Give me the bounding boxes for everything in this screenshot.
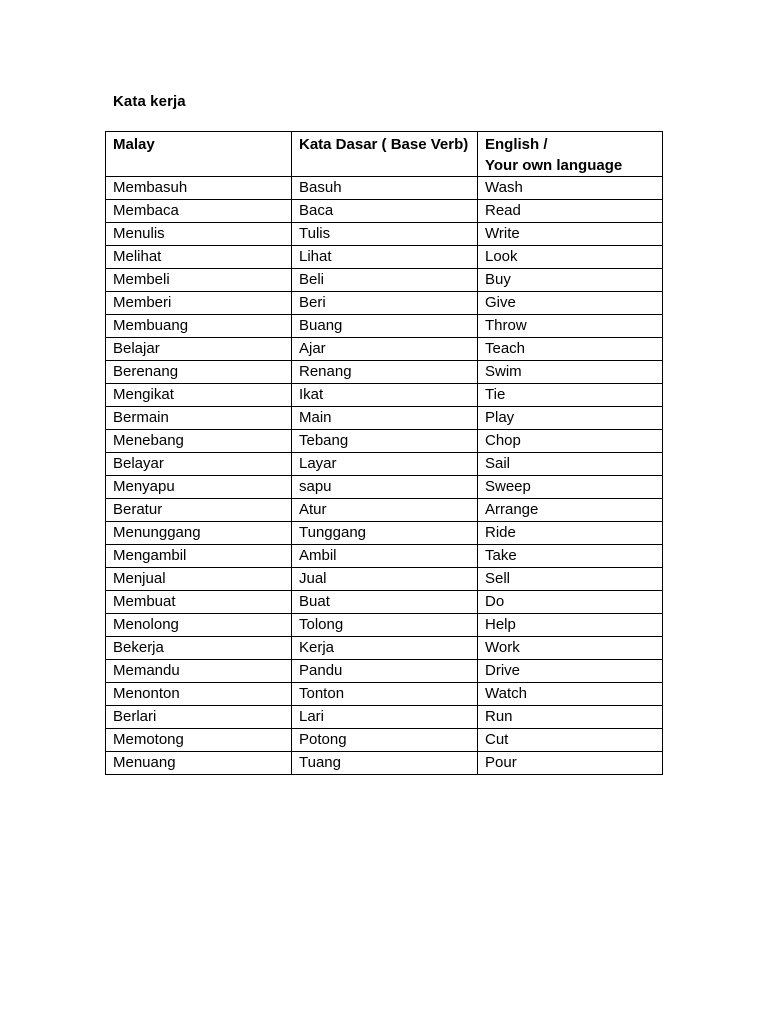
table-row bbox=[106, 568, 663, 591]
cell-english: Take bbox=[478, 545, 663, 568]
cell-malay: Menonton bbox=[106, 683, 292, 706]
cell-base-verb: Basuh bbox=[292, 177, 478, 200]
cell-base-verb: Potong bbox=[292, 729, 478, 752]
cell-english: Play bbox=[478, 407, 663, 430]
cell-malay: Membuang bbox=[106, 315, 292, 338]
cell-english: Arrange bbox=[478, 499, 663, 522]
cell-english: Do bbox=[478, 591, 663, 614]
cell-base-verb: Lari bbox=[292, 706, 478, 729]
header-malay: Malay bbox=[106, 132, 292, 177]
cell-english: Tie bbox=[478, 384, 663, 407]
table-row bbox=[106, 246, 663, 269]
table-row bbox=[106, 729, 663, 752]
cell-malay: Melihat bbox=[106, 246, 292, 269]
table-row bbox=[106, 706, 663, 729]
header-english-line1: English / bbox=[485, 136, 548, 153]
table-row bbox=[106, 522, 663, 545]
header-base-verb: Kata Dasar ( Base Verb) bbox=[292, 132, 478, 177]
cell-malay: Belayar bbox=[106, 453, 292, 476]
cell-malay: Belajar bbox=[106, 338, 292, 361]
table-row bbox=[106, 453, 663, 476]
cell-base-verb: Tolong bbox=[292, 614, 478, 637]
table-row bbox=[106, 315, 663, 338]
table-row bbox=[106, 614, 663, 637]
cell-english: Swim bbox=[478, 361, 663, 384]
cell-english: Buy bbox=[478, 269, 663, 292]
cell-base-verb: Tunggang bbox=[292, 522, 478, 545]
cell-base-verb: Atur bbox=[292, 499, 478, 522]
header-english-line2: Your own language bbox=[485, 157, 623, 174]
cell-malay: Menebang bbox=[106, 430, 292, 453]
cell-base-verb: Lihat bbox=[292, 246, 478, 269]
table-row bbox=[106, 545, 663, 568]
cell-malay: Menyapu bbox=[106, 476, 292, 499]
table-row bbox=[106, 269, 663, 292]
table-row bbox=[106, 660, 663, 683]
cell-english: Wash bbox=[478, 177, 663, 200]
cell-malay: Bekerja bbox=[106, 637, 292, 660]
cell-base-verb: Ikat bbox=[292, 384, 478, 407]
table-row bbox=[106, 591, 663, 614]
cell-malay: Memandu bbox=[106, 660, 292, 683]
table-row bbox=[106, 200, 663, 223]
cell-english: Watch bbox=[478, 683, 663, 706]
cell-english: Cut bbox=[478, 729, 663, 752]
cell-malay: Menunggang bbox=[106, 522, 292, 545]
cell-base-verb: Kerja bbox=[292, 637, 478, 660]
table-row bbox=[106, 292, 663, 315]
table-row bbox=[106, 223, 663, 246]
cell-base-verb: Ajar bbox=[292, 338, 478, 361]
cell-malay: Membasuh bbox=[106, 177, 292, 200]
cell-malay: Memberi bbox=[106, 292, 292, 315]
page-title: Kata kerja bbox=[113, 93, 186, 110]
cell-malay: Membeli bbox=[106, 269, 292, 292]
cell-malay: Bermain bbox=[106, 407, 292, 430]
cell-base-verb: Tuang bbox=[292, 752, 478, 775]
cell-english: Help bbox=[478, 614, 663, 637]
cell-english: Teach bbox=[478, 338, 663, 361]
table-row bbox=[106, 338, 663, 361]
cell-english: Throw bbox=[478, 315, 663, 338]
cell-malay: Beratur bbox=[106, 499, 292, 522]
cell-english: Work bbox=[478, 637, 663, 660]
cell-base-verb: Ambil bbox=[292, 545, 478, 568]
table-row bbox=[106, 361, 663, 384]
cell-malay: Menuang bbox=[106, 752, 292, 775]
cell-base-verb: Beri bbox=[292, 292, 478, 315]
cell-malay: Menulis bbox=[106, 223, 292, 246]
cell-malay: Mengikat bbox=[106, 384, 292, 407]
cell-malay: Menjual bbox=[106, 568, 292, 591]
cell-base-verb: Beli bbox=[292, 269, 478, 292]
cell-malay: Membuat bbox=[106, 591, 292, 614]
cell-base-verb: Buat bbox=[292, 591, 478, 614]
cell-english: Sweep bbox=[478, 476, 663, 499]
cell-base-verb: Tulis bbox=[292, 223, 478, 246]
cell-malay: Menolong bbox=[106, 614, 292, 637]
cell-base-verb: Layar bbox=[292, 453, 478, 476]
cell-english: Ride bbox=[478, 522, 663, 545]
cell-base-verb: Tebang bbox=[292, 430, 478, 453]
table-row bbox=[106, 177, 663, 200]
cell-english: Sail bbox=[478, 453, 663, 476]
cell-english: Drive bbox=[478, 660, 663, 683]
table-row bbox=[106, 407, 663, 430]
cell-base-verb: sapu bbox=[292, 476, 478, 499]
table-row bbox=[106, 683, 663, 706]
cell-malay: Berenang bbox=[106, 361, 292, 384]
cell-english: Pour bbox=[478, 752, 663, 775]
table-row bbox=[106, 499, 663, 522]
cell-english: Sell bbox=[478, 568, 663, 591]
cell-english: Chop bbox=[478, 430, 663, 453]
table-row bbox=[106, 430, 663, 453]
cell-english: Read bbox=[478, 200, 663, 223]
cell-base-verb: Jual bbox=[292, 568, 478, 591]
cell-malay: Berlari bbox=[106, 706, 292, 729]
cell-english: Write bbox=[478, 223, 663, 246]
cell-base-verb: Buang bbox=[292, 315, 478, 338]
cell-base-verb: Pandu bbox=[292, 660, 478, 683]
table-row bbox=[106, 752, 663, 775]
table-row bbox=[106, 384, 663, 407]
verb-table bbox=[105, 131, 663, 775]
table-row bbox=[106, 637, 663, 660]
cell-malay: Memotong bbox=[106, 729, 292, 752]
cell-english: Look bbox=[478, 246, 663, 269]
header-english bbox=[478, 132, 663, 177]
table-header-row bbox=[106, 132, 663, 177]
cell-malay: Mengambil bbox=[106, 545, 292, 568]
cell-english: Run bbox=[478, 706, 663, 729]
cell-base-verb: Baca bbox=[292, 200, 478, 223]
cell-base-verb: Tonton bbox=[292, 683, 478, 706]
cell-base-verb: Renang bbox=[292, 361, 478, 384]
table-row bbox=[106, 476, 663, 499]
cell-base-verb: Main bbox=[292, 407, 478, 430]
table-body bbox=[106, 177, 663, 775]
cell-english: Give bbox=[478, 292, 663, 315]
cell-malay: Membaca bbox=[106, 200, 292, 223]
